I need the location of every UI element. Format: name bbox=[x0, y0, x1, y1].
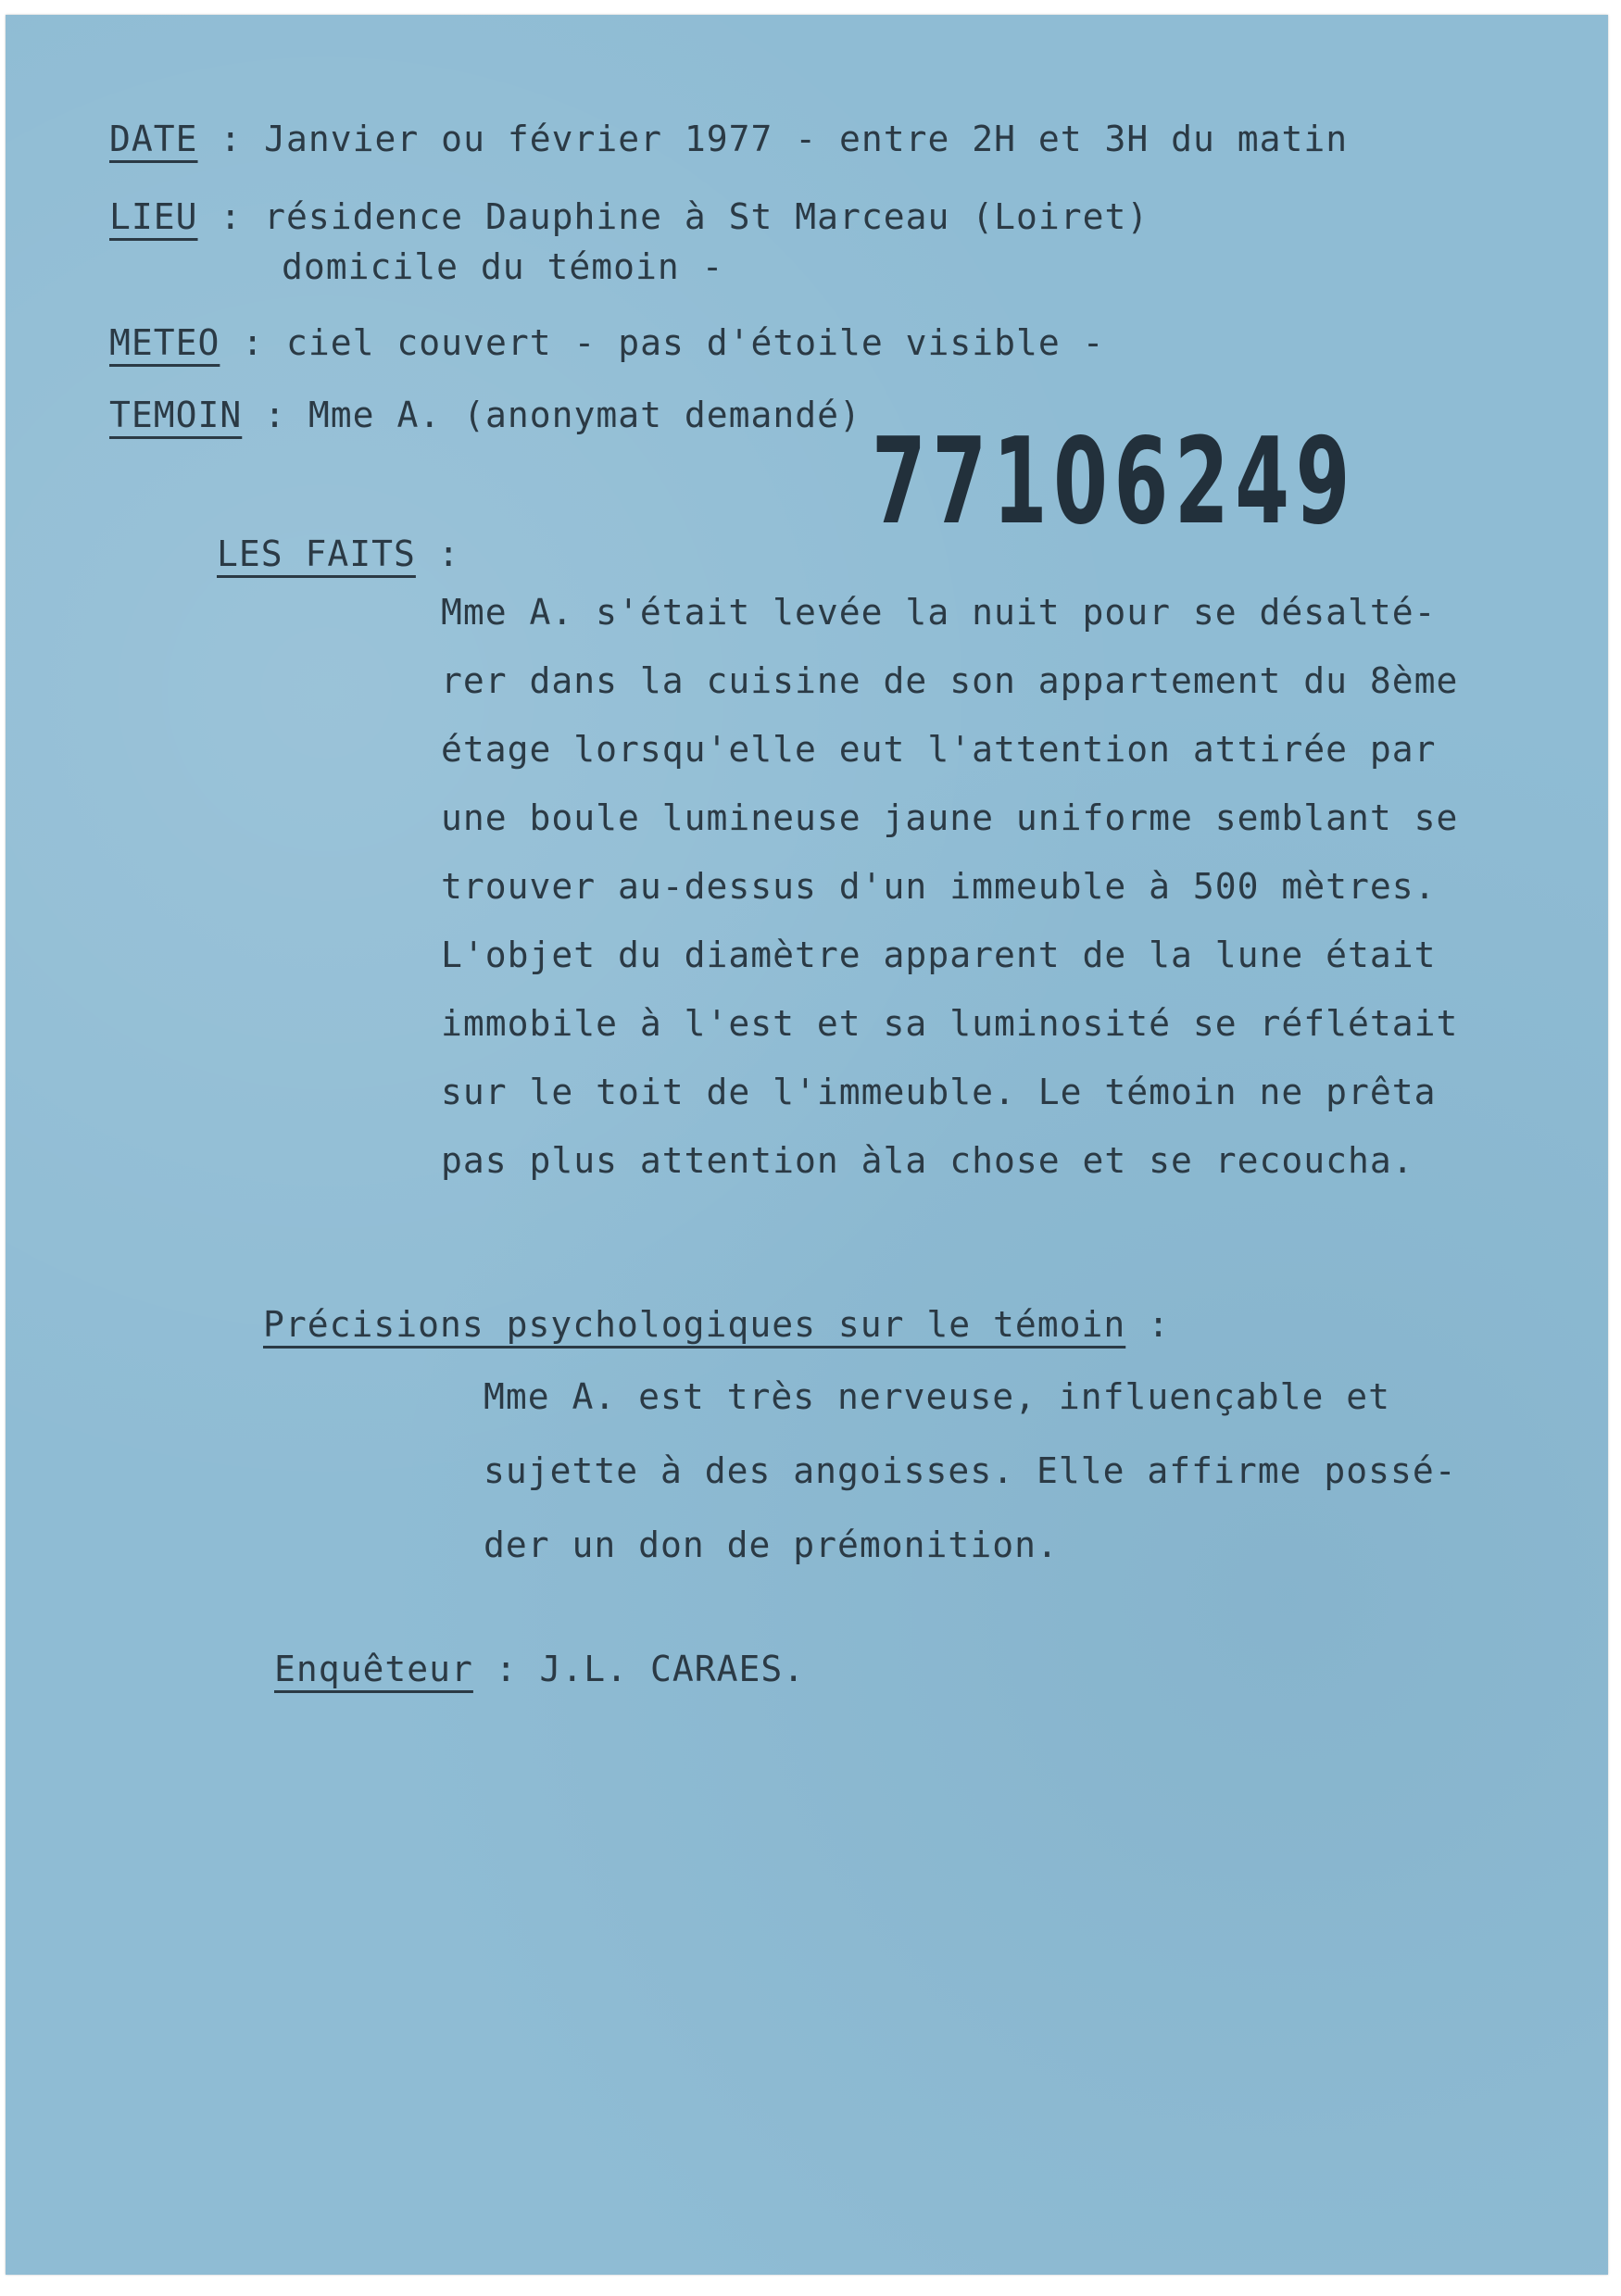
faits-heading: LES FAITS bbox=[217, 533, 416, 574]
date-label: DATE bbox=[109, 119, 198, 159]
faits-line: pas plus attention àla chose et se recoucha. bbox=[441, 1140, 1414, 1181]
temoin-value: : Mme A. (anonymat demandé) bbox=[264, 395, 861, 435]
temoin-row bbox=[109, 395, 861, 435]
precisions-heading-suffix: : bbox=[1148, 1304, 1171, 1345]
faits-line: étage lorsqu'elle eut l'attention attirée par bbox=[441, 729, 1437, 770]
faits-line: L'objet du diamètre apparent de la lune était bbox=[441, 935, 1437, 975]
precisions-line: sujette à des angoisses. Elle affirme possé- bbox=[484, 1450, 1457, 1491]
precisions-line: Mme A. est très nerveuse, influençable et bbox=[484, 1376, 1390, 1417]
faits-line: une boule lumineuse jaune uniforme semblant se bbox=[441, 797, 1459, 838]
faits-line: immobile à l'est et sa luminosité se réflétait bbox=[441, 1003, 1459, 1044]
lieu-value-line2: domicile du témoin - bbox=[282, 246, 724, 287]
faits-line: Mme A. s'était levée la nuit pour se désalté- bbox=[441, 592, 1437, 633]
precisions-heading-row bbox=[263, 1304, 1170, 1345]
date-row bbox=[109, 119, 1348, 159]
temoin-label: TEMOIN bbox=[109, 395, 243, 435]
document-sheet bbox=[6, 15, 1608, 2275]
case-number-stamp: 77106249 bbox=[872, 413, 1357, 551]
faits-heading-suffix: : bbox=[437, 533, 460, 574]
faits-line: trouver au-dessus d'un immeuble à 500 mètres. bbox=[441, 866, 1437, 907]
faits-heading-row bbox=[217, 533, 460, 574]
lieu-row bbox=[109, 196, 1149, 237]
lieu-value: : résidence Dauphine à St Marceau (Loiret) bbox=[220, 196, 1150, 237]
meteo-value: : ciel couvert - pas d'étoile visible - bbox=[242, 322, 1105, 363]
faits-line: rer dans la cuisine de son appartement du 8ème bbox=[441, 660, 1459, 701]
meteo-row bbox=[109, 322, 1105, 363]
faits-paragraph bbox=[441, 578, 1458, 1195]
precisions-paragraph bbox=[484, 1360, 1457, 1582]
enqueteur-label: Enquêteur bbox=[274, 1649, 473, 1689]
meteo-label: METEO bbox=[109, 322, 220, 363]
faits-line: sur le toit de l'immeuble. Le témoin ne prêta bbox=[441, 1072, 1437, 1112]
date-value: : Janvier ou février 1977 - entre 2H et 3H du matin bbox=[220, 119, 1349, 159]
lieu-label: LIEU bbox=[109, 196, 198, 237]
precisions-heading: Précisions psychologiques sur le témoin bbox=[263, 1304, 1126, 1345]
enqueteur-row bbox=[274, 1649, 805, 1689]
precisions-line: der un don de prémonition. bbox=[484, 1524, 1059, 1565]
enqueteur-value: : J.L. CARAES. bbox=[495, 1649, 806, 1689]
